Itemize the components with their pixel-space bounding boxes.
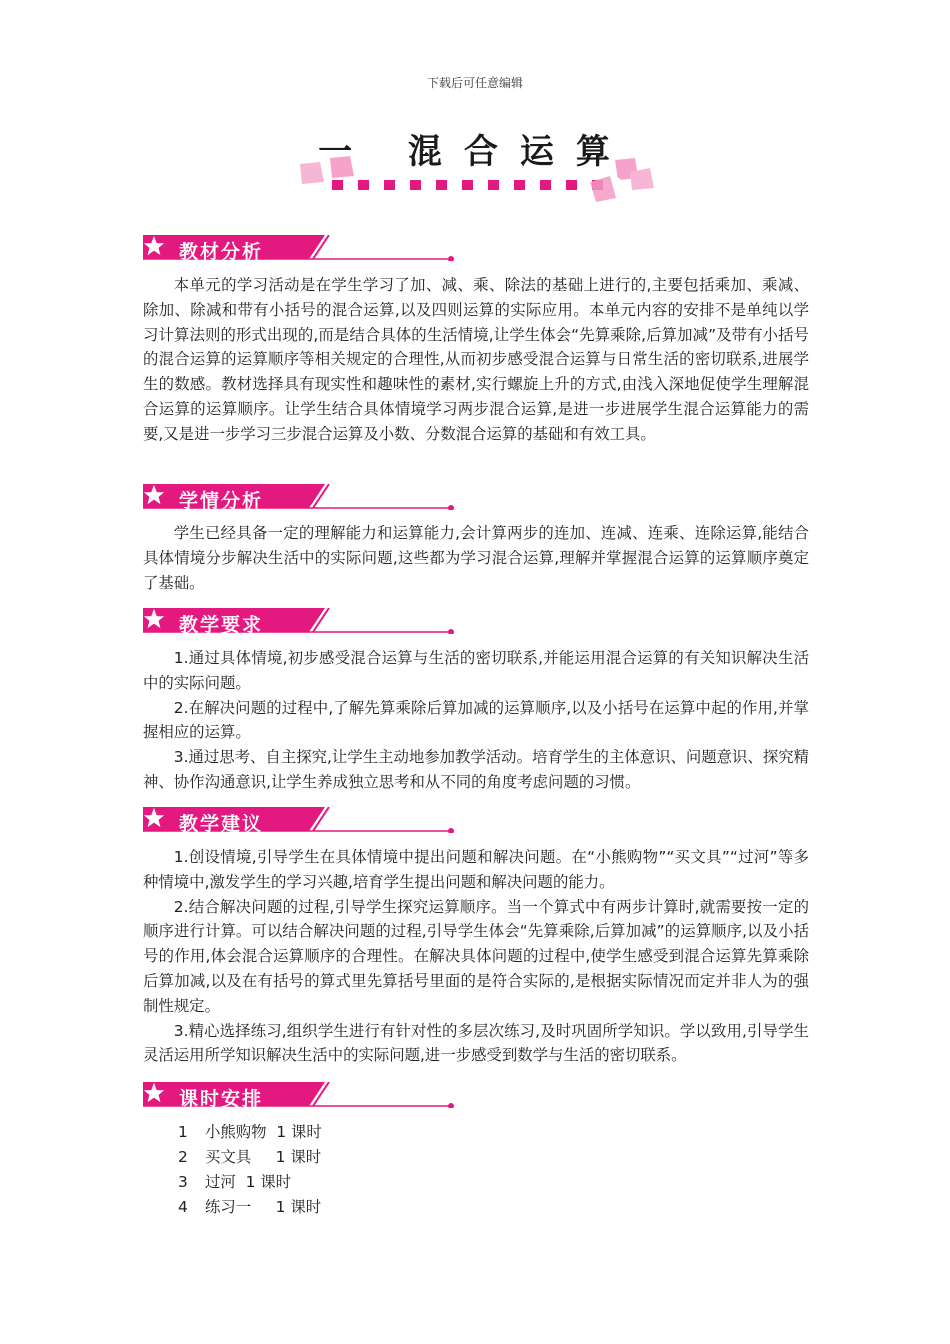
section-body-student-analysis xyxy=(143,521,809,595)
list-item xyxy=(178,1195,322,1220)
star-icon xyxy=(143,235,165,257)
paragraph: 1.通过具体情境,初步感受混合运算与生活的密切联系,并能运用混合运算的有关知识解决生活中的实际问题。 xyxy=(143,649,809,692)
paragraph: 2.在解决问题的过程中,了解先算乘除后算加减的运算顺序,以及小括号在运算中起的作用,并掌握相应的运算。 xyxy=(143,698,809,742)
section-body-textbook-analysis xyxy=(143,273,809,447)
section-title: 学情分析 xyxy=(179,490,264,512)
star-icon xyxy=(143,1082,165,1104)
list-item xyxy=(178,1170,322,1195)
section-title: 教学要求 xyxy=(179,614,264,636)
title-block xyxy=(290,124,660,204)
header-note: 下载后可任意编辑 xyxy=(426,76,523,90)
list-item xyxy=(178,1145,322,1170)
item-number: 3 xyxy=(178,1173,188,1191)
item-text: 买文具 1 课时 xyxy=(205,1148,322,1166)
star-icon xyxy=(143,608,165,630)
section-title: 课时安排 xyxy=(179,1088,264,1110)
list-item xyxy=(178,1120,322,1145)
paragraph: 3.精心选择练习,组织学生进行有针对性的多层次练习,及时巩固所学知识。学以致用,引导学生灵活运用所学知识解决生活中的实际问题,进一步感受到数学与生活的密切联系。 xyxy=(143,1021,809,1065)
item-text: 小熊购物 1 课时 xyxy=(205,1123,322,1141)
item-number: 4 xyxy=(178,1198,188,1216)
paragraph: 学生已经具备一定的理解能力和运算能力,会计算两步的连加、连减、连乘、连除运算,能结合具体情境分步解决生活中的实际问题,这些都为学习混合运算,理解并掌握混合运算的运算顺序奠定了基础。 xyxy=(143,524,809,592)
page-title: 一 混合运算 xyxy=(318,132,632,172)
section-title: 教材分析 xyxy=(179,241,264,263)
star-icon xyxy=(143,484,165,506)
item-text: 练习一 1 课时 xyxy=(205,1198,322,1216)
section-header-teaching-suggestions xyxy=(143,807,463,833)
section-header-student-analysis xyxy=(143,484,463,510)
section-header-textbook-analysis xyxy=(143,235,463,261)
item-text: 过河 1 课时 xyxy=(205,1173,292,1191)
paragraph: 本单元的学习活动是在学生学习了加、减、乘、除法的基础上进行的,主要包括乘加、乘减、除加、除减和带有小括号的混合运算,以及四则运算的实际应用。本单元内容的安排不是单纯以学习计算法则的形式出现的,而是结合具体的生活情境,让学生体会“先算乘除,后算加减”及带有小括号的混合运算的运算顺序等相关规定的合理性,从而初步感受混合运算与日常生活的密切联系,进展学生的数感。教材选择具有现实性和趣味性的素材,实行螺旋上升的方式,由浅入深地促使学生理解混合运算的运算顺序。让学生结合具体情境学习两步混合运算,是进一步进展学生混合运算能力的需要,又是进一步学习三步混合运算及小数、分数混合运算的基础和有效工具。 xyxy=(143,276,809,443)
item-number: 2 xyxy=(178,1148,188,1166)
section-header-class-schedule xyxy=(143,1082,463,1108)
paragraph: 3.通过思考、自主探究,让学生主动地参加教学活动。培育学生的主体意识、问题意识、探究精神、协作沟通意识,让学生养成独立思考和从不同的角度考虑问题的习惯。 xyxy=(143,748,809,791)
star-icon xyxy=(143,807,165,829)
section-body-teaching-requirements xyxy=(143,646,809,795)
paragraph: 2.结合解决问题的过程,引导学生探究运算顺序。当一个算式中有两步计算时,就需要按一定的顺序进行计算。可以结合解决问题的过程,引导学生体会“先算乘除,后算加减”的运算顺序,以及小括号的作用,体会混合运算顺序的合理性。在解决具体问题的过程中,使学生感受到混合运算先算乘除后算加减,以及在有括号的算式里先算括号里面的是符合实际的,是根据实际情况而定并非人为的强制性规定。 xyxy=(143,897,809,1015)
item-number: 1 xyxy=(178,1123,188,1141)
paragraph: 1.创设情境,引导学生在具体情境中提出问题和解决问题。在“小熊购物”“买文具”“过河”等多种情境中,激发学生的学习兴趣,培育学生提出问题和解决问题的能力。 xyxy=(143,848,809,891)
class-schedule-list xyxy=(178,1120,322,1220)
section-body-teaching-suggestions xyxy=(143,845,809,1068)
section-title: 教学建议 xyxy=(179,813,264,835)
section-header-teaching-requirements xyxy=(143,608,463,634)
